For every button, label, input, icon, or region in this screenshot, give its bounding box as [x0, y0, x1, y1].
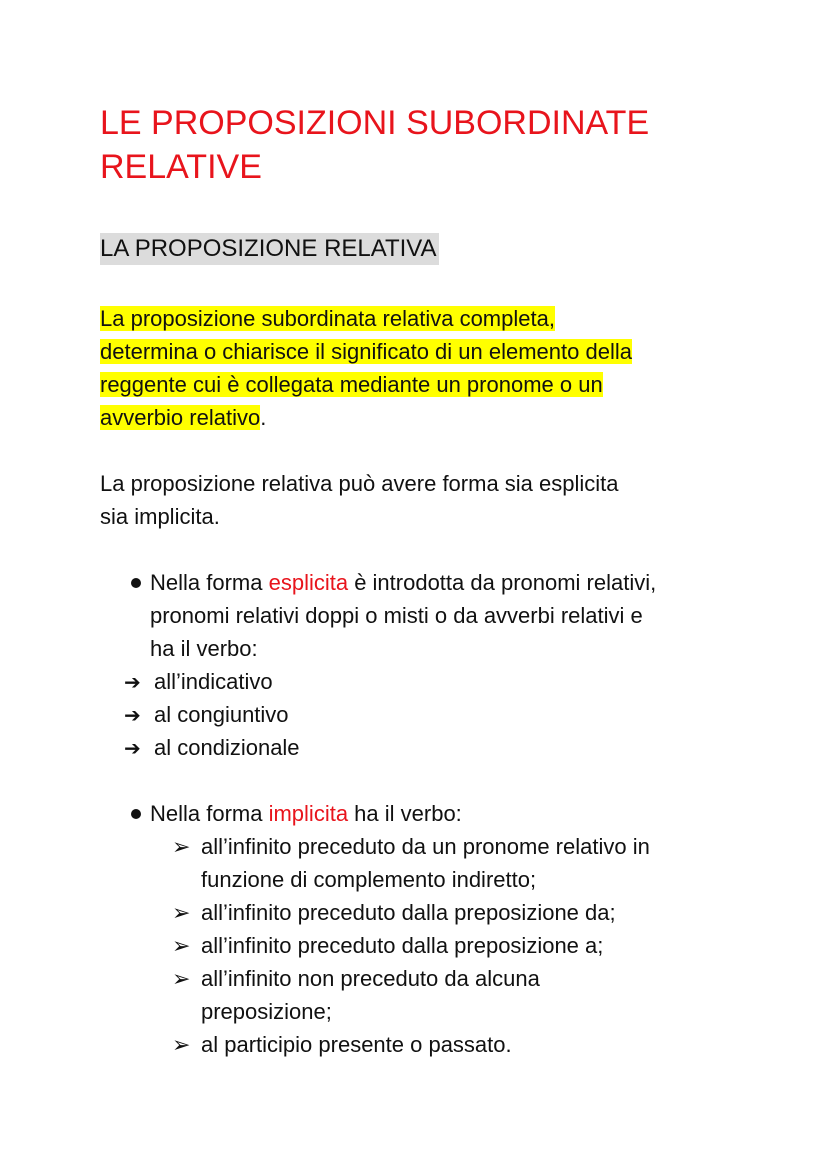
arrow-item-text: al condizionale — [154, 735, 300, 760]
bullet-text-before: Nella forma — [150, 570, 269, 595]
bullet-text — [150, 566, 656, 665]
definition-line — [100, 335, 740, 368]
intro-line: La proposizione relativa può avere forma sia esplicita — [100, 471, 619, 496]
arrow-right-icon: ➔ — [124, 672, 141, 694]
highlight: La proposizione subordinata relativa completa, — [100, 306, 555, 331]
arrow-item — [124, 665, 300, 698]
sub-list — [172, 830, 650, 1061]
keyword-implicita: implicita — [268, 801, 349, 826]
sub-item-line: all’infinito preceduto dalla preposizione da; — [201, 900, 616, 925]
highlight: reggente cui è collegata mediante un pronome o un — [100, 372, 603, 397]
definition-line — [100, 368, 740, 401]
arrow-list — [124, 665, 300, 764]
section-heading: LA PROPOSIZIONE RELATIVA — [100, 233, 439, 265]
arrowhead-icon: ➢ — [172, 933, 191, 958]
highlight: determina o chiarisce il significato di un elemento della — [100, 339, 632, 364]
sub-item-line: al participio presente o passato. — [201, 1032, 512, 1057]
bullet-text-after: ha il verbo: — [348, 801, 462, 826]
arrow-item-text: all’indicativo — [154, 669, 273, 694]
intro-line: sia implicita. — [100, 504, 220, 529]
sub-item-line: funzione di complemento indiretto; — [201, 867, 537, 892]
sub-item — [172, 896, 650, 929]
sub-item-line: all’infinito preceduto dalla preposizione a; — [201, 933, 604, 958]
highlight: avverbio relativo — [100, 405, 261, 430]
title-line-1: LE PROPOSIZIONI SUBORDINATE — [100, 104, 650, 142]
arrow-right-icon: ➔ — [124, 705, 141, 727]
definition-line — [100, 401, 740, 434]
arrowhead-icon: ➢ — [172, 966, 191, 991]
sub-item-line: all’infinito preceduto da un pronome relativo in — [201, 834, 650, 859]
bullet-text-after: è introdotta da pronomi relativi, — [348, 570, 657, 595]
definition-period: . — [260, 405, 267, 430]
page-title — [100, 101, 780, 189]
intro-paragraph — [100, 467, 740, 533]
bullet-dot-icon — [131, 578, 141, 588]
sub-item — [172, 929, 650, 962]
bullet-line — [150, 797, 462, 830]
arrowhead-icon: ➢ — [172, 834, 191, 859]
sub-item — [172, 1028, 650, 1061]
bullet-text-before: Nella forma — [150, 801, 269, 826]
bullet-line: ha il verbo: — [150, 636, 258, 661]
sub-item — [172, 830, 650, 896]
arrow-item — [124, 731, 300, 764]
arrowhead-icon: ➢ — [172, 900, 191, 925]
bullet-dot-icon — [131, 809, 141, 819]
bullet-line: pronomi relativi doppi o misti o da avverbi relativi e — [150, 603, 643, 628]
sub-item-line: preposizione; — [201, 999, 332, 1024]
arrow-right-icon: ➔ — [124, 738, 141, 760]
bullet-text — [150, 797, 462, 830]
arrow-item — [124, 698, 300, 731]
keyword-esplicita: esplicita — [268, 570, 349, 595]
title-line-2: RELATIVE — [100, 148, 262, 186]
arrow-item-text: al congiuntivo — [154, 702, 289, 727]
definition-line — [100, 302, 740, 335]
sub-item-line: all’infinito non preceduto da alcuna — [201, 966, 540, 991]
sub-item — [172, 962, 650, 1028]
bullet-line — [150, 566, 656, 599]
definition-paragraph — [100, 302, 740, 434]
arrowhead-icon: ➢ — [172, 1032, 191, 1057]
